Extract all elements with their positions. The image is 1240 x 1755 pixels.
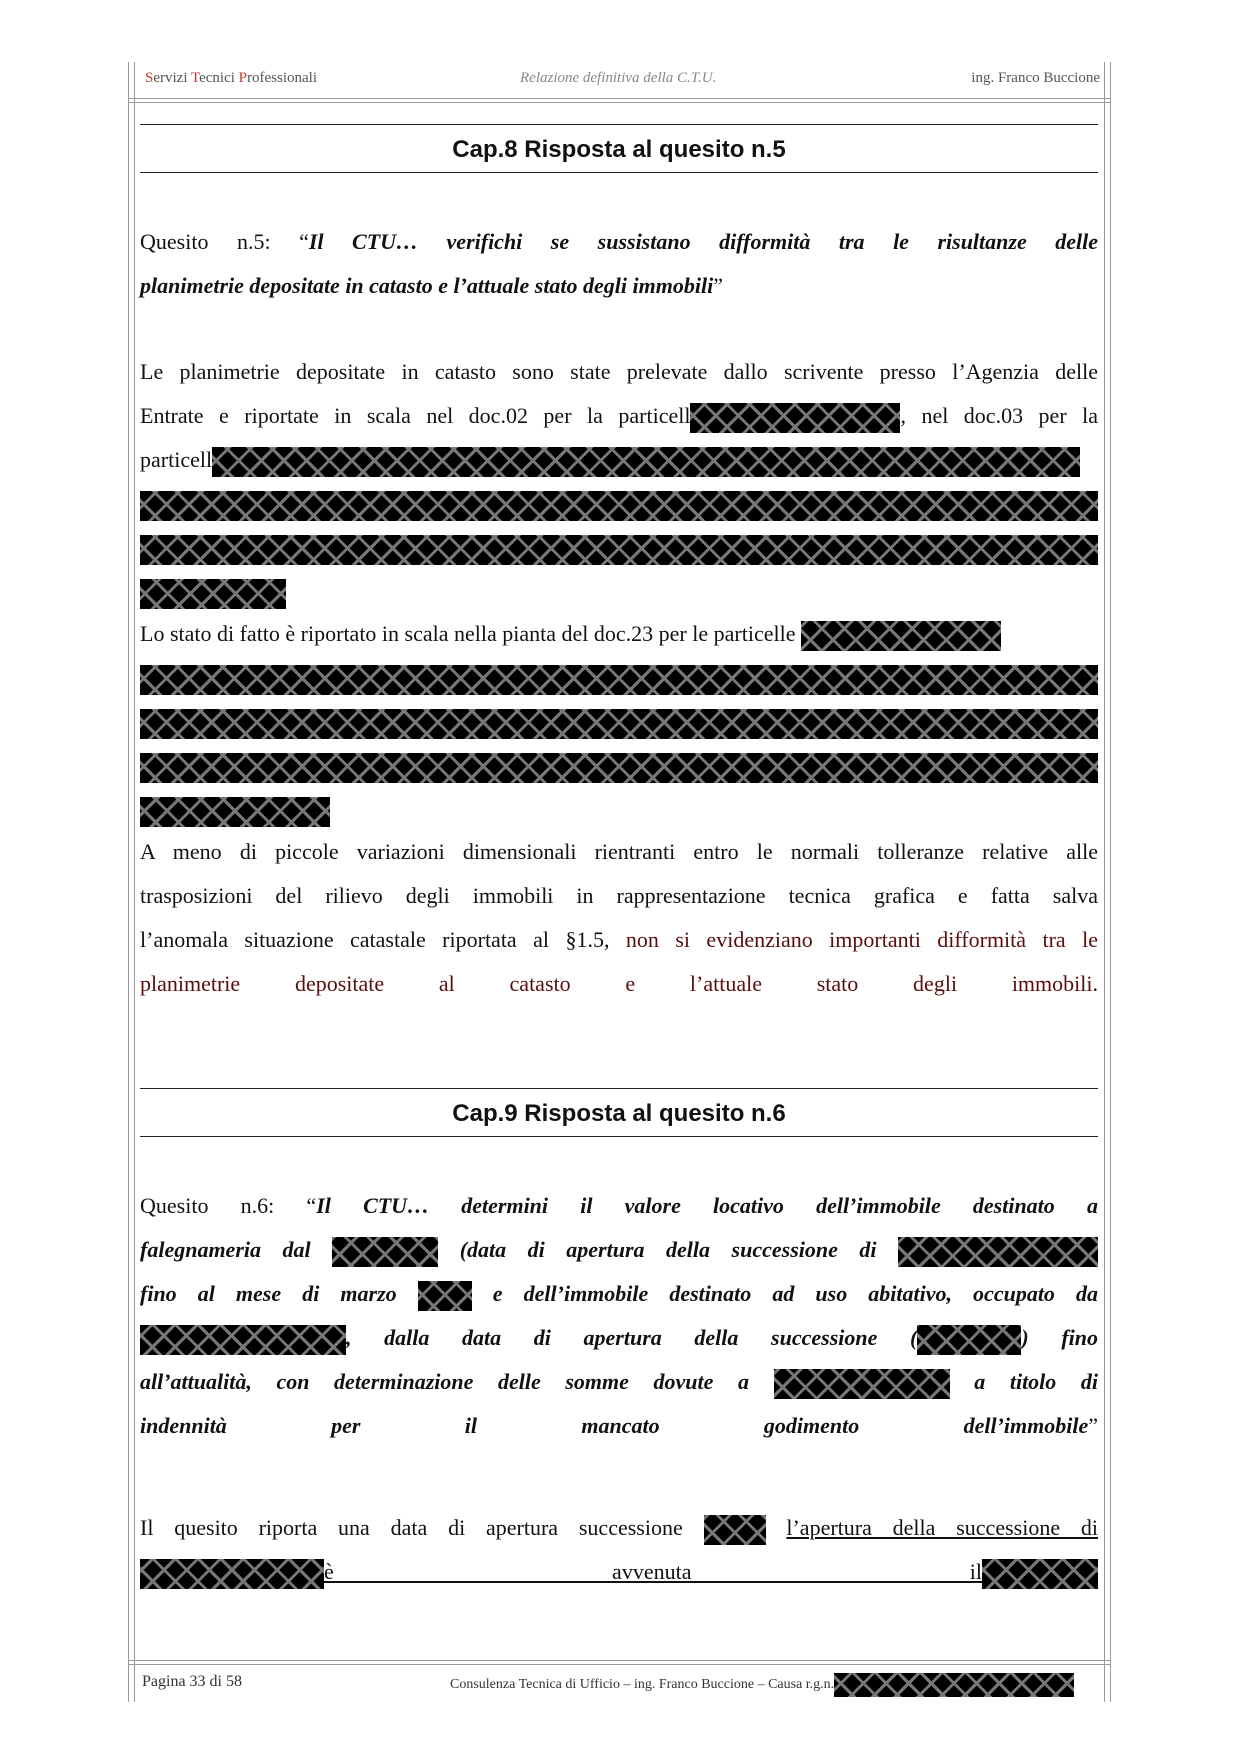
- p3-conclusion-end: planimetrie depositate al catasto e l’attuale stato degli immobili: [140, 971, 1093, 996]
- quesito6-label: Quesito n.6: “: [140, 1193, 317, 1218]
- redacted-block: [140, 535, 1098, 565]
- p3-line1: A meno di piccole variazioni dimensionali rientranti entro le normali tolleranze relative alle: [140, 839, 1098, 864]
- chapter9-rule-bottom: [140, 1136, 1098, 1137]
- quesito5-label: Quesito n.5: “: [140, 229, 309, 254]
- redacted-block: [140, 665, 1098, 695]
- redacted-block: [917, 1325, 1021, 1355]
- header-word-rofessionali: rofessionali: [247, 70, 317, 86]
- p1-line3-start: particell: [140, 447, 213, 472]
- chapter9-quesito: [140, 1184, 1098, 1448]
- chapter8-paragraph-2: [140, 612, 1098, 832]
- header-right: ing. Franco Buccione: [971, 70, 1100, 86]
- p9-line1-b: l’apertura della successione di: [786, 1515, 1099, 1540]
- chapter8-title: Cap.8 Risposta al quesito n.5: [452, 136, 786, 163]
- footer-case-text: Consulenza Tecnica di Ufficio – ing. Franco Buccione – Causa r.g.n.: [450, 1677, 835, 1693]
- quesito5-text-line1: Il CTU… verifichi se sussistano difformità tra le risultanze delle: [308, 229, 1098, 254]
- quesito6-line1: Il CTU… determini il valore locativo dell’immobile destinato a: [316, 1193, 1098, 1218]
- redacted-block: [834, 1673, 1074, 1697]
- frame-right-outer: [1110, 62, 1111, 1702]
- header-center: Relazione definitiva della C.T.U.: [520, 70, 717, 86]
- chapter9-rule-top: [140, 1088, 1098, 1089]
- quesito6-line4-c: ) fino: [1021, 1325, 1099, 1350]
- quesito6-line5-a: all’attualità, con determinazione delle somme dovute a: [140, 1369, 750, 1394]
- header-left: [145, 70, 317, 87]
- chapter8-rule-top: [140, 124, 1098, 125]
- quesito6-close-quote: ”: [1088, 1413, 1098, 1438]
- p9-line2-b: è avvenuta il: [324, 1559, 982, 1584]
- quesito5-text-line2: planimetrie depositate in catasto e l’attuale stato degli immobili: [140, 273, 714, 298]
- redacted-block: [332, 1237, 438, 1267]
- p3-period: .: [1092, 971, 1098, 996]
- redacted-block: [140, 709, 1098, 739]
- redacted-block: [140, 579, 286, 609]
- redacted-block: [982, 1559, 1098, 1589]
- header-initial-t: T: [190, 70, 200, 86]
- redacted-block: [690, 403, 900, 433]
- quesito6-line3-a: fino al mese di marzo: [140, 1281, 397, 1306]
- redacted-block: [140, 1325, 346, 1355]
- quesito6-line3-b: e dell’immobile destinato ad uso abitativo, occupato da: [492, 1281, 1099, 1306]
- frame-left-outer: [128, 62, 129, 1702]
- redacted-block: [140, 797, 330, 827]
- quesito6-line5-b: a titolo di: [974, 1369, 1099, 1394]
- redacted-block: [801, 621, 1001, 651]
- p9-line1-a: Il quesito riporta una data di apertura successione: [140, 1515, 683, 1540]
- redacted-block: [140, 753, 1098, 783]
- header-word-ecnici: ecnici: [199, 70, 239, 86]
- quesito6-line2-b: (data di apertura della successione di: [459, 1237, 877, 1262]
- footer-page-number: Pagina 33 di 58: [142, 1673, 242, 1690]
- redacted-block: [418, 1281, 472, 1311]
- p1-line1: Le planimetrie depositate in catasto sono state prelevate dallo scrivente presso l’Agenzia delle: [140, 359, 1098, 384]
- footer-divider: [128, 1660, 1111, 1661]
- redacted-block: [140, 1559, 324, 1589]
- chapter8-rule-bottom: [140, 172, 1098, 173]
- redacted-block: [774, 1369, 950, 1399]
- p1-line2-start: Entrate e riportate in scala nel doc.02 per la particell: [140, 403, 691, 428]
- frame-left-inner: [134, 62, 135, 1702]
- chapter9-paragraph-2: [140, 1506, 1098, 1594]
- p3-line3-start: l’anomala situazione catastale riportata al §1.5,: [140, 927, 626, 952]
- header-word-ervizi: ervizi: [153, 70, 191, 86]
- header-divider-2: [128, 102, 1111, 103]
- redacted-block: [898, 1237, 1098, 1267]
- quesito5-close-quote: ”: [713, 273, 723, 298]
- header-initial-p: P: [238, 70, 247, 86]
- frame-right-inner: [1104, 62, 1105, 1702]
- header-divider: [128, 98, 1111, 99]
- quesito6-line4-b: , dalla data di apertura della successione (: [346, 1325, 918, 1350]
- chapter9-title: Cap.9 Risposta al quesito n.6: [452, 1100, 786, 1127]
- header-initial-s: S: [145, 70, 154, 86]
- p3-conclusion-start: non si evidenziano importanti difformità tra le: [625, 927, 1098, 952]
- chapter8-paragraph-3: [140, 830, 1098, 1006]
- chapter8-paragraph-1: [140, 350, 1098, 614]
- footer-right: [450, 1673, 1074, 1697]
- p2-line1-start: Lo stato di fatto è riportato in scala nella pianta del doc.23 per le particelle: [140, 621, 796, 646]
- p3-line2: trasposizioni del rilievo degli immobili in rappresentazione tecnica grafica e fatta salva: [140, 883, 1098, 908]
- chapter8-quesito: [140, 220, 1098, 308]
- redacted-block: [140, 491, 1098, 521]
- redacted-block: [212, 447, 1080, 477]
- quesito6-line2-a: falegnameria dal: [140, 1237, 311, 1262]
- footer-divider-2: [128, 1664, 1111, 1665]
- quesito6-line6: indennità per il mancato godimento dell’immobile: [140, 1413, 1089, 1438]
- redacted-block: [704, 1515, 766, 1545]
- p1-line2-end: , nel doc.03 per la: [900, 403, 1099, 428]
